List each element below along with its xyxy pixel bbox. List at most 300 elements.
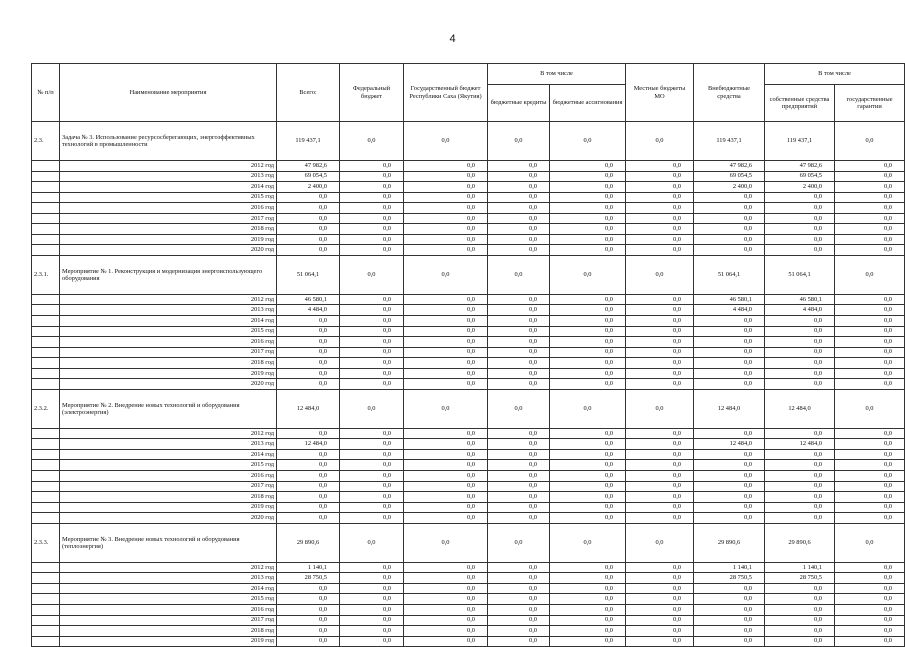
cell-total: 0,0 xyxy=(277,604,340,615)
cell-year: 2015 год xyxy=(60,192,277,203)
cell-federal: 0,0 xyxy=(340,428,404,439)
cell-year: 2019 год xyxy=(60,636,277,647)
cell-number-empty xyxy=(32,573,60,584)
cell-credits: 0,0 xyxy=(488,122,550,161)
cell-allocations: 0,0 xyxy=(550,636,626,647)
cell-total: 0,0 xyxy=(277,594,340,605)
cell-year: 2019 год xyxy=(60,368,277,379)
cell-guarantees: 0,0 xyxy=(835,615,905,626)
cell-guarantees: 0,0 xyxy=(835,182,905,193)
cell-year: 2018 год xyxy=(60,224,277,235)
cell-own-funds: 28 750,5 xyxy=(765,573,835,584)
cell-local: 0,0 xyxy=(626,368,694,379)
cell-own-funds: 29 890,6 xyxy=(765,523,835,562)
cell-total: 69 054,5 xyxy=(277,171,340,182)
cell-extra-budgetary: 0,0 xyxy=(694,224,765,235)
cell-federal: 0,0 xyxy=(340,305,404,316)
cell-local: 0,0 xyxy=(626,492,694,503)
cell-guarantees: 0,0 xyxy=(835,604,905,615)
cell-federal: 0,0 xyxy=(340,615,404,626)
cell-allocations: 0,0 xyxy=(550,428,626,439)
cell-extra-budgetary: 0,0 xyxy=(694,502,765,513)
cell-allocations: 0,0 xyxy=(550,122,626,161)
cell-local: 0,0 xyxy=(626,615,694,626)
cell-state: 0,0 xyxy=(404,161,488,172)
cell-state: 0,0 xyxy=(404,203,488,214)
cell-guarantees: 0,0 xyxy=(835,213,905,224)
cell-extra-budgetary: 0,0 xyxy=(694,234,765,245)
cell-extra-budgetary: 12 484,0 xyxy=(694,439,765,450)
table-row-year xyxy=(32,171,905,182)
cell-local: 0,0 xyxy=(626,294,694,305)
cell-credits: 0,0 xyxy=(488,316,550,327)
cell-allocations: 0,0 xyxy=(550,626,626,637)
cell-guarantees: 0,0 xyxy=(835,203,905,214)
table-row-year xyxy=(32,513,905,524)
cell-extra-budgetary: 2 400,0 xyxy=(694,182,765,193)
cell-federal: 0,0 xyxy=(340,171,404,182)
cell-guarantees: 0,0 xyxy=(835,316,905,327)
cell-year: 2014 год xyxy=(60,583,277,594)
cell-total: 0,0 xyxy=(277,502,340,513)
cell-state: 0,0 xyxy=(404,122,488,161)
cell-guarantees: 0,0 xyxy=(835,192,905,203)
cell-number-empty xyxy=(32,245,60,256)
cell-total: 12 484,0 xyxy=(277,389,340,428)
cell-guarantees: 0,0 xyxy=(835,562,905,573)
cell-number-empty xyxy=(32,428,60,439)
cell-own-funds: 0,0 xyxy=(765,636,835,647)
cell-total: 4 484,0 xyxy=(277,305,340,316)
cell-state: 0,0 xyxy=(404,182,488,193)
cell-year: 2013 год xyxy=(60,171,277,182)
cell-state: 0,0 xyxy=(404,245,488,256)
cell-local: 0,0 xyxy=(626,449,694,460)
cell-extra-budgetary: 0,0 xyxy=(694,615,765,626)
cell-allocations: 0,0 xyxy=(550,513,626,524)
cell-own-funds: 0,0 xyxy=(765,492,835,503)
table-row-section xyxy=(32,389,905,428)
cell-number-empty xyxy=(32,224,60,235)
cell-extra-budgetary: 0,0 xyxy=(694,471,765,482)
cell-total: 0,0 xyxy=(277,636,340,647)
cell-number-empty xyxy=(32,182,60,193)
cell-number-empty xyxy=(32,316,60,327)
cell-state: 0,0 xyxy=(404,460,488,471)
cell-federal: 0,0 xyxy=(340,449,404,460)
cell-guarantees: 0,0 xyxy=(835,523,905,562)
cell-credits: 0,0 xyxy=(488,583,550,594)
cell-allocations: 0,0 xyxy=(550,460,626,471)
table-row-year xyxy=(32,337,905,348)
cell-guarantees: 0,0 xyxy=(835,255,905,294)
cell-allocations: 0,0 xyxy=(550,615,626,626)
cell-local: 0,0 xyxy=(626,583,694,594)
cell-local: 0,0 xyxy=(626,234,694,245)
cell-guarantees: 0,0 xyxy=(835,460,905,471)
cell-extra-budgetary: 0,0 xyxy=(694,192,765,203)
cell-guarantees: 0,0 xyxy=(835,337,905,348)
cell-year: 2018 год xyxy=(60,358,277,369)
cell-local: 0,0 xyxy=(626,326,694,337)
cell-extra-budgetary: 0,0 xyxy=(694,481,765,492)
cell-credits: 0,0 xyxy=(488,460,550,471)
cell-year: 2016 год xyxy=(60,604,277,615)
cell-federal: 0,0 xyxy=(340,604,404,615)
cell-credits: 0,0 xyxy=(488,182,550,193)
cell-state: 0,0 xyxy=(404,449,488,460)
cell-year: 2013 год xyxy=(60,439,277,450)
cell-total: 0,0 xyxy=(277,481,340,492)
cell-year: 2019 год xyxy=(60,234,277,245)
cell-total: 0,0 xyxy=(277,213,340,224)
cell-own-funds: 0,0 xyxy=(765,460,835,471)
cell-local: 0,0 xyxy=(626,513,694,524)
cell-state: 0,0 xyxy=(404,636,488,647)
cell-extra-budgetary: 0,0 xyxy=(694,604,765,615)
cell-state: 0,0 xyxy=(404,562,488,573)
cell-local: 0,0 xyxy=(626,213,694,224)
cell-credits: 0,0 xyxy=(488,294,550,305)
cell-extra-budgetary: 0,0 xyxy=(694,428,765,439)
cell-state: 0,0 xyxy=(404,379,488,390)
cell-year: 2020 год xyxy=(60,245,277,256)
cell-number-empty xyxy=(32,358,60,369)
cell-guarantees: 0,0 xyxy=(835,326,905,337)
cell-total: 0,0 xyxy=(277,428,340,439)
cell-federal: 0,0 xyxy=(340,347,404,358)
header-total: Всего: xyxy=(277,64,340,122)
cell-total: 12 484,0 xyxy=(277,439,340,450)
cell-allocations: 0,0 xyxy=(550,224,626,235)
cell-number-empty xyxy=(32,347,60,358)
cell-extra-budgetary: 0,0 xyxy=(694,368,765,379)
cell-total: 51 064,1 xyxy=(277,255,340,294)
cell-extra-budgetary: 29 890,6 xyxy=(694,523,765,562)
cell-own-funds: 2 400,0 xyxy=(765,182,835,193)
cell-year: 2016 год xyxy=(60,471,277,482)
cell-federal: 0,0 xyxy=(340,379,404,390)
cell-guarantees: 0,0 xyxy=(835,471,905,482)
cell-own-funds: 0,0 xyxy=(765,316,835,327)
cell-year: 2012 год xyxy=(60,562,277,573)
cell-number-empty xyxy=(32,502,60,513)
cell-federal: 0,0 xyxy=(340,358,404,369)
cell-credits: 0,0 xyxy=(488,636,550,647)
cell-guarantees: 0,0 xyxy=(835,234,905,245)
cell-credits: 0,0 xyxy=(488,449,550,460)
cell-state: 0,0 xyxy=(404,224,488,235)
cell-total: 0,0 xyxy=(277,224,340,235)
table-row-year xyxy=(32,460,905,471)
table-row-year xyxy=(32,449,905,460)
cell-number-empty xyxy=(32,594,60,605)
cell-state: 0,0 xyxy=(404,213,488,224)
cell-state: 0,0 xyxy=(404,347,488,358)
cell-total: 0,0 xyxy=(277,471,340,482)
table-row-year xyxy=(32,161,905,172)
cell-guarantees: 0,0 xyxy=(835,171,905,182)
cell-federal: 0,0 xyxy=(340,583,404,594)
cell-federal: 0,0 xyxy=(340,594,404,605)
cell-number-empty xyxy=(32,481,60,492)
cell-state: 0,0 xyxy=(404,626,488,637)
cell-year: 2018 год xyxy=(60,492,277,503)
cell-guarantees: 0,0 xyxy=(835,439,905,450)
cell-local: 0,0 xyxy=(626,347,694,358)
cell-credits: 0,0 xyxy=(488,161,550,172)
cell-credits: 0,0 xyxy=(488,594,550,605)
cell-number: 2.3.2. xyxy=(32,389,60,428)
cell-year: 2020 год xyxy=(60,513,277,524)
cell-number-empty xyxy=(32,626,60,637)
cell-year: 2020 год xyxy=(60,379,277,390)
cell-year: 2017 год xyxy=(60,615,277,626)
cell-federal: 0,0 xyxy=(340,182,404,193)
cell-guarantees: 0,0 xyxy=(835,573,905,584)
cell-state: 0,0 xyxy=(404,337,488,348)
cell-number-empty xyxy=(32,171,60,182)
cell-local: 0,0 xyxy=(626,562,694,573)
cell-number-empty xyxy=(32,326,60,337)
cell-total: 28 750,5 xyxy=(277,573,340,584)
header-state-budget: Государственный бюджет Республики Саха (Якутия) xyxy=(404,64,488,122)
cell-extra-budgetary: 0,0 xyxy=(694,513,765,524)
cell-total: 0,0 xyxy=(277,316,340,327)
cell-state: 0,0 xyxy=(404,428,488,439)
table-body xyxy=(32,122,905,647)
cell-extra-budgetary: 0,0 xyxy=(694,460,765,471)
table-row-year xyxy=(32,368,905,379)
cell-total: 0,0 xyxy=(277,583,340,594)
cell-own-funds: 4 484,0 xyxy=(765,305,835,316)
table-row-year xyxy=(32,294,905,305)
cell-extra-budgetary: 0,0 xyxy=(694,449,765,460)
cell-guarantees: 0,0 xyxy=(835,245,905,256)
cell-credits: 0,0 xyxy=(488,245,550,256)
cell-own-funds: 0,0 xyxy=(765,203,835,214)
cell-state: 0,0 xyxy=(404,234,488,245)
cell-extra-budgetary: 0,0 xyxy=(694,636,765,647)
cell-allocations: 0,0 xyxy=(550,192,626,203)
cell-state: 0,0 xyxy=(404,326,488,337)
table-row-year xyxy=(32,358,905,369)
cell-federal: 0,0 xyxy=(340,460,404,471)
table-row-year xyxy=(32,347,905,358)
cell-local: 0,0 xyxy=(626,161,694,172)
cell-total: 0,0 xyxy=(277,449,340,460)
cell-total: 46 580,1 xyxy=(277,294,340,305)
cell-credits: 0,0 xyxy=(488,562,550,573)
table-row-year xyxy=(32,626,905,637)
cell-number-empty xyxy=(32,460,60,471)
cell-extra-budgetary: 0,0 xyxy=(694,347,765,358)
cell-own-funds: 0,0 xyxy=(765,583,835,594)
cell-total: 119 437,1 xyxy=(277,122,340,161)
cell-activity-name: Задача № 3. Использование ресурсосберегающих, энергоэффективных технологий в промышленности xyxy=(60,122,277,161)
table-row-year xyxy=(32,316,905,327)
table-row-year xyxy=(32,583,905,594)
cell-total: 0,0 xyxy=(277,192,340,203)
cell-number: 2.3.3. xyxy=(32,523,60,562)
table-row-section xyxy=(32,255,905,294)
table-row-year xyxy=(32,182,905,193)
cell-credits: 0,0 xyxy=(488,326,550,337)
cell-own-funds: 0,0 xyxy=(765,224,835,235)
cell-number-empty xyxy=(32,305,60,316)
cell-allocations: 0,0 xyxy=(550,481,626,492)
cell-guarantees: 0,0 xyxy=(835,305,905,316)
cell-number-empty xyxy=(32,513,60,524)
cell-total: 47 982,6 xyxy=(277,161,340,172)
cell-total: 0,0 xyxy=(277,245,340,256)
cell-federal: 0,0 xyxy=(340,439,404,450)
cell-total: 0,0 xyxy=(277,492,340,503)
cell-federal: 0,0 xyxy=(340,389,404,428)
cell-state: 0,0 xyxy=(404,594,488,605)
cell-federal: 0,0 xyxy=(340,481,404,492)
cell-local: 0,0 xyxy=(626,523,694,562)
cell-allocations: 0,0 xyxy=(550,502,626,513)
cell-extra-budgetary: 47 982,6 xyxy=(694,161,765,172)
cell-own-funds: 0,0 xyxy=(765,192,835,203)
cell-allocations: 0,0 xyxy=(550,594,626,605)
cell-allocations: 0,0 xyxy=(550,604,626,615)
cell-state: 0,0 xyxy=(404,583,488,594)
cell-year: 2015 год xyxy=(60,594,277,605)
cell-credits: 0,0 xyxy=(488,513,550,524)
cell-local: 0,0 xyxy=(626,245,694,256)
header-including: В том числе xyxy=(488,64,626,85)
table-row-year xyxy=(32,192,905,203)
cell-number: 2.3.1. xyxy=(32,255,60,294)
cell-year: 2015 год xyxy=(60,460,277,471)
cell-guarantees: 0,0 xyxy=(835,368,905,379)
header-name: Наименование мероприятия xyxy=(60,64,277,122)
cell-local: 0,0 xyxy=(626,604,694,615)
header-own-funds: собственные средства предприятий xyxy=(765,85,835,122)
table-row-year xyxy=(32,213,905,224)
cell-total: 0,0 xyxy=(277,347,340,358)
cell-state: 0,0 xyxy=(404,316,488,327)
cell-federal: 0,0 xyxy=(340,294,404,305)
table-row-year xyxy=(32,615,905,626)
cell-state: 0,0 xyxy=(404,492,488,503)
header-local-budgets: Местные бюджеты МО xyxy=(626,64,694,122)
cell-total: 0,0 xyxy=(277,615,340,626)
cell-number-empty xyxy=(32,294,60,305)
cell-federal: 0,0 xyxy=(340,492,404,503)
cell-state: 0,0 xyxy=(404,171,488,182)
cell-federal: 0,0 xyxy=(340,213,404,224)
cell-extra-budgetary: 0,0 xyxy=(694,492,765,503)
cell-local: 0,0 xyxy=(626,182,694,193)
cell-local: 0,0 xyxy=(626,502,694,513)
cell-local: 0,0 xyxy=(626,316,694,327)
cell-activity-name: Мероприятие № 1. Реконструкция и модернизация энергоиспользующего оборудования xyxy=(60,255,277,294)
cell-extra-budgetary: 51 064,1 xyxy=(694,255,765,294)
table-row-year xyxy=(32,245,905,256)
cell-state: 0,0 xyxy=(404,439,488,450)
cell-total: 0,0 xyxy=(277,368,340,379)
cell-state: 0,0 xyxy=(404,294,488,305)
cell-own-funds: 12 484,0 xyxy=(765,389,835,428)
cell-guarantees: 0,0 xyxy=(835,492,905,503)
cell-credits: 0,0 xyxy=(488,604,550,615)
table-row-section xyxy=(32,523,905,562)
cell-federal: 0,0 xyxy=(340,368,404,379)
cell-extra-budgetary: 4 484,0 xyxy=(694,305,765,316)
cell-allocations: 0,0 xyxy=(550,449,626,460)
cell-extra-budgetary: 0,0 xyxy=(694,594,765,605)
cell-own-funds: 0,0 xyxy=(765,245,835,256)
cell-credits: 0,0 xyxy=(488,626,550,637)
cell-guarantees: 0,0 xyxy=(835,626,905,637)
cell-number-empty xyxy=(32,203,60,214)
header-state-guarantees: государственные гарантии xyxy=(835,85,905,122)
cell-credits: 0,0 xyxy=(488,234,550,245)
cell-allocations: 0,0 xyxy=(550,471,626,482)
cell-year: 2015 год xyxy=(60,326,277,337)
cell-federal: 0,0 xyxy=(340,337,404,348)
table-row-year xyxy=(32,224,905,235)
cell-credits: 0,0 xyxy=(488,428,550,439)
cell-extra-budgetary: 119 437,1 xyxy=(694,122,765,161)
table-row-section xyxy=(32,122,905,161)
table-row-year xyxy=(32,492,905,503)
cell-credits: 0,0 xyxy=(488,305,550,316)
cell-state: 0,0 xyxy=(404,192,488,203)
cell-number-empty xyxy=(32,449,60,460)
cell-state: 0,0 xyxy=(404,368,488,379)
table-row-year xyxy=(32,305,905,316)
cell-number-empty xyxy=(32,604,60,615)
cell-year: 2012 год xyxy=(60,161,277,172)
cell-number-empty xyxy=(32,234,60,245)
cell-total: 0,0 xyxy=(277,626,340,637)
cell-allocations: 0,0 xyxy=(550,583,626,594)
cell-state: 0,0 xyxy=(404,471,488,482)
cell-guarantees: 0,0 xyxy=(835,347,905,358)
cell-own-funds: 0,0 xyxy=(765,379,835,390)
cell-own-funds: 0,0 xyxy=(765,626,835,637)
cell-allocations: 0,0 xyxy=(550,305,626,316)
cell-local: 0,0 xyxy=(626,481,694,492)
table-row-year xyxy=(32,562,905,573)
header-budget-allocations: бюджетные ассигнования xyxy=(550,85,626,122)
cell-year: 2013 год xyxy=(60,305,277,316)
cell-guarantees: 0,0 xyxy=(835,502,905,513)
cell-allocations: 0,0 xyxy=(550,368,626,379)
cell-year: 2013 год xyxy=(60,573,277,584)
cell-total: 1 140,1 xyxy=(277,562,340,573)
cell-guarantees: 0,0 xyxy=(835,449,905,460)
cell-local: 0,0 xyxy=(626,573,694,584)
cell-own-funds: 0,0 xyxy=(765,594,835,605)
cell-credits: 0,0 xyxy=(488,255,550,294)
table-row-year xyxy=(32,471,905,482)
cell-extra-budgetary: 0,0 xyxy=(694,379,765,390)
cell-local: 0,0 xyxy=(626,626,694,637)
cell-own-funds: 0,0 xyxy=(765,337,835,348)
cell-number-empty xyxy=(32,636,60,647)
cell-federal: 0,0 xyxy=(340,502,404,513)
cell-federal: 0,0 xyxy=(340,122,404,161)
cell-extra-budgetary: 69 054,5 xyxy=(694,171,765,182)
cell-total: 0,0 xyxy=(277,234,340,245)
cell-own-funds: 0,0 xyxy=(765,481,835,492)
cell-number-empty xyxy=(32,492,60,503)
